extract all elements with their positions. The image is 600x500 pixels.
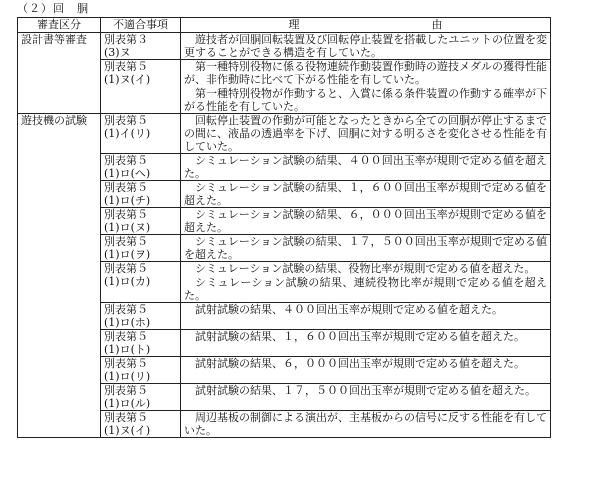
reason-text: シミュレーション試験の結果、連続役物比率が規則で定める値を超えた。 bbox=[184, 276, 547, 302]
item-code-line2: (1)ロ(リ) bbox=[104, 370, 151, 383]
reason-text: 周辺基板の制御による演出が、主基板からの信号に反する性能を有していた。 bbox=[184, 411, 547, 437]
header-item: 不適合事項 bbox=[101, 18, 181, 33]
item-code-cell bbox=[101, 181, 181, 208]
table-row bbox=[18, 114, 551, 154]
item-code-line2: (1)ヌ(イ) bbox=[104, 73, 151, 86]
reason-text: シミュレーション試験の結果、役物比率が規則で定める値を超えた。 bbox=[195, 262, 536, 275]
item-code-cell bbox=[101, 154, 181, 181]
item-code-line2: (1)ロ(ヌ) bbox=[104, 221, 151, 234]
item-code-cell bbox=[101, 208, 181, 235]
item-code-cell bbox=[101, 303, 181, 330]
reason-cell bbox=[181, 33, 551, 60]
item-code-line2: (1)ヌ(イ) bbox=[104, 424, 151, 437]
item-code-line2: (1)ロ(ヘ) bbox=[104, 167, 151, 180]
reason-cell bbox=[181, 330, 551, 357]
reason-text: 試射試験の結果、１，６００回出玉率が規則で定める値を超えた。 bbox=[195, 330, 525, 343]
item-code-cell bbox=[101, 33, 181, 60]
reason-cell bbox=[181, 384, 551, 411]
item-code-line1: 別表第５ bbox=[104, 114, 148, 127]
item-code-line2: (1)ロ(ル) bbox=[104, 397, 151, 410]
item-code-line2: (3)ヌ bbox=[104, 46, 131, 59]
item-code-line1: 別表第５ bbox=[104, 181, 148, 194]
reason-cell bbox=[181, 235, 551, 262]
reason-text: 試射試験の結果、４００回出玉率が規則で定める値を超えた。 bbox=[195, 303, 503, 316]
category-cell: 設計書等審査 bbox=[18, 33, 101, 114]
reason-cell bbox=[181, 411, 551, 438]
item-code-line1: 別表第３ bbox=[104, 33, 148, 46]
item-code-line1: 別表第５ bbox=[104, 330, 148, 343]
item-code-cell bbox=[101, 411, 181, 438]
header-category: 審査区分 bbox=[18, 18, 101, 33]
item-code-cell bbox=[101, 235, 181, 262]
item-code-line2: (1)ロ(カ) bbox=[104, 275, 151, 288]
reason-text: 第一種特別役物に係る役物連続作動装置作動時の遊技メダルの獲得性能が、非作動時に比べて下がる性能を有していた。 bbox=[184, 60, 547, 86]
item-code-line2: (1)ロ(ホ) bbox=[104, 316, 151, 329]
item-code-line2: (1)ロ(チ) bbox=[104, 194, 151, 207]
item-code-cell bbox=[101, 114, 181, 154]
section-heading: （２）回 胴 bbox=[17, 2, 89, 15]
reason-text: 遊技者が回胴回転装置及び回転停止装置を搭載したユニットの位置を変更することができる構造を有していた。 bbox=[184, 33, 547, 59]
reason-cell bbox=[181, 154, 551, 181]
item-code-line2: (1)ロ(ヲ) bbox=[104, 248, 151, 261]
item-code-cell bbox=[101, 357, 181, 384]
reason-text: 試射試験の結果、１７，５００回出玉率が規則で定める値を超えた。 bbox=[195, 384, 536, 397]
reason-cell bbox=[181, 181, 551, 208]
item-code-line2: (1)ロ(ト) bbox=[104, 343, 151, 356]
reason-text: 第一種特別役物が作動すると、入賞に係る条件装置の作動する確率が下がる性能を有していた。 bbox=[184, 87, 547, 113]
reason-cell bbox=[181, 357, 551, 384]
item-code-line1: 別表第５ bbox=[104, 303, 148, 316]
reason-cell bbox=[181, 60, 551, 114]
header-reason: 理 由 bbox=[181, 18, 551, 33]
reason-cell bbox=[181, 114, 551, 154]
reason-cell bbox=[181, 262, 551, 303]
item-code-cell bbox=[101, 384, 181, 411]
item-code-cell bbox=[101, 330, 181, 357]
reason-cell bbox=[181, 303, 551, 330]
reason-text: 回転停止装置の作動が可能となったときから全ての回胴が停止するまでの間に、液晶の透過率を下げ、回胴に対する明るさを変化させる性能を有していた。 bbox=[184, 114, 547, 153]
item-code-line2: (1)イ(リ) bbox=[104, 127, 151, 140]
item-code-line1: 別表第５ bbox=[104, 384, 148, 397]
table-header-row bbox=[18, 18, 551, 33]
item-code-line1: 別表第５ bbox=[104, 357, 148, 370]
item-code-line1: 別表第５ bbox=[104, 208, 148, 221]
nonconformity-table bbox=[17, 17, 551, 438]
item-code-cell bbox=[101, 262, 181, 303]
reason-text: シミュレーション試験の結果、１，６００回出玉率が規則で定める値を超えた。 bbox=[184, 181, 547, 207]
reason-text: 試射試験の結果、６，０００回出玉率が規則で定める値を超えた。 bbox=[195, 357, 525, 370]
item-code-line1: 別表第５ bbox=[104, 262, 148, 275]
reason-cell bbox=[181, 208, 551, 235]
category-cell: 遊技機の試験 bbox=[18, 114, 101, 438]
item-code-line1: 別表第５ bbox=[104, 235, 148, 248]
reason-text: シミュレーション試験の結果、６，０００回出玉率が規則で定める値を超えた。 bbox=[184, 208, 547, 234]
item-code-line1: 別表第５ bbox=[104, 411, 148, 424]
item-code-line1: 別表第５ bbox=[104, 60, 148, 73]
table-row bbox=[18, 33, 551, 60]
reason-text: シミュレーション試験の結果、４００回出玉率が規則で定める値を超えた。 bbox=[184, 154, 547, 180]
item-code-cell bbox=[101, 60, 181, 114]
reason-text: シミュレーション試験の結果、１７，５００回出玉率が規則で定める値を超えた。 bbox=[184, 235, 547, 261]
item-code-line1: 別表第５ bbox=[104, 154, 148, 167]
